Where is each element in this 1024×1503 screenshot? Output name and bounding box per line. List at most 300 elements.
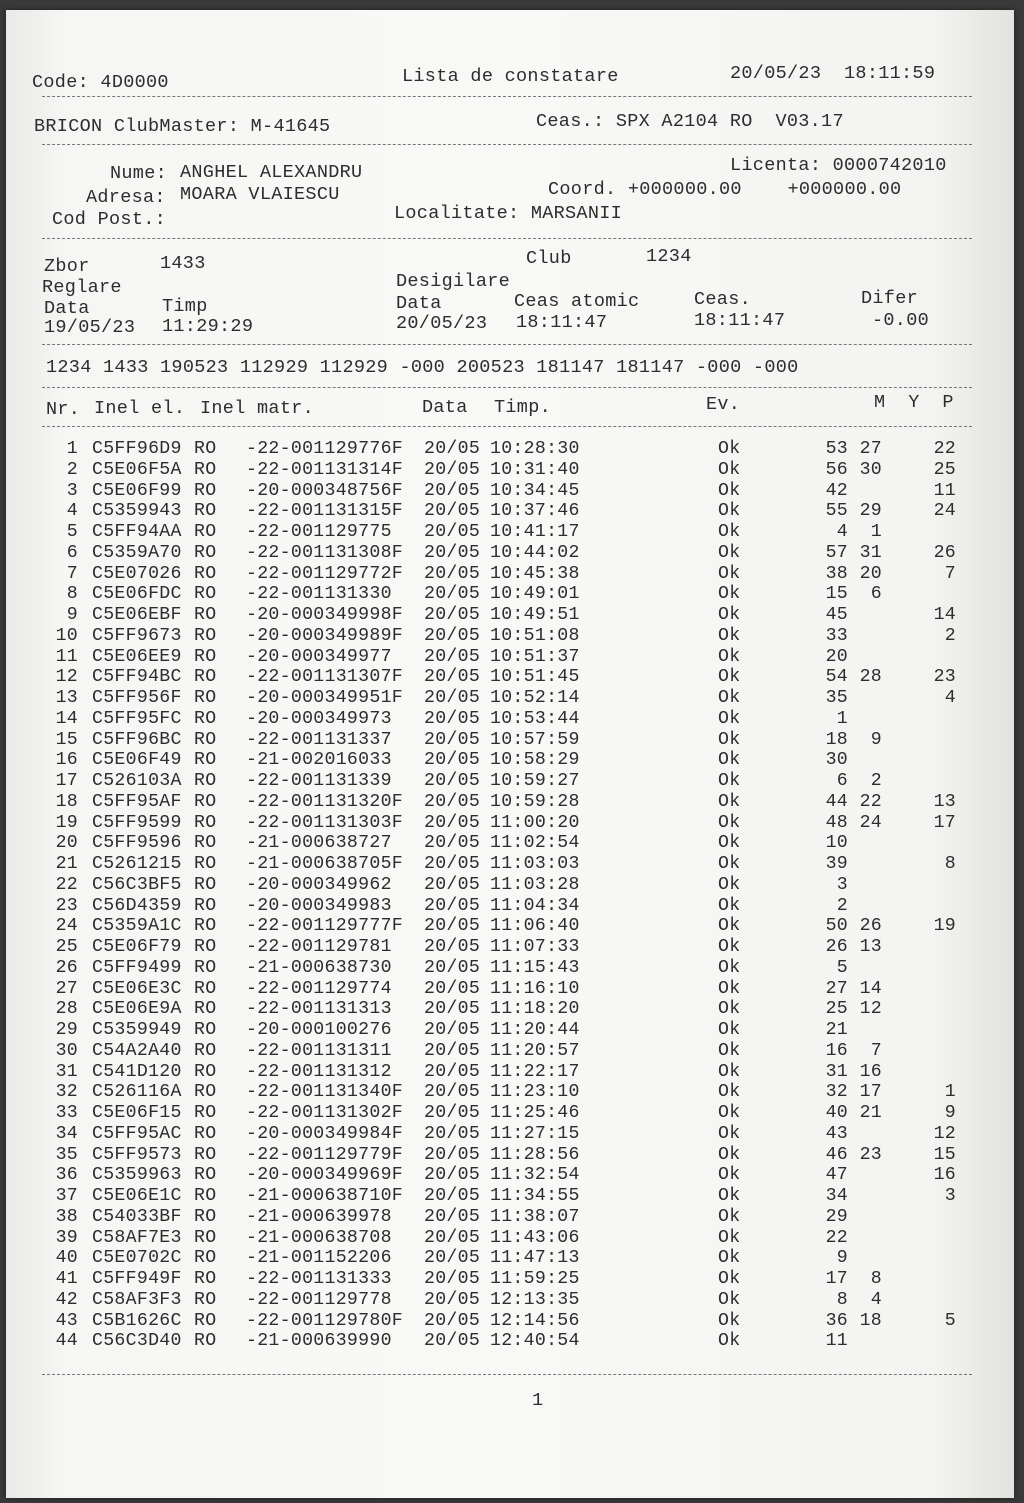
table-row xyxy=(6,689,1014,710)
rank-p: 25 xyxy=(933,459,956,480)
rank-p: 1 xyxy=(944,1082,956,1103)
event-status: Ok xyxy=(718,978,741,999)
ring-country: RO xyxy=(194,1040,217,1061)
rank-m: 16 xyxy=(825,1040,848,1061)
print-date-time: 20/05/23 18:11:59 xyxy=(730,63,936,84)
arrival-time: 11:15:43 xyxy=(490,957,580,978)
flight-number: 1433 xyxy=(160,253,206,274)
nume-label: Nume: xyxy=(110,163,168,184)
row-number: 18 xyxy=(55,791,78,812)
ceas-atomic-label: Ceas atomic xyxy=(514,291,640,312)
ring-registration: -22-001131308F xyxy=(246,542,403,563)
rank-m: 34 xyxy=(825,1186,848,1206)
row-number: 12 xyxy=(55,667,78,688)
row-number: 9 xyxy=(66,605,78,625)
arrival-time: 10:45:38 xyxy=(490,563,580,584)
row-number: 32 xyxy=(55,1082,78,1103)
event-status: Ok xyxy=(718,1186,741,1206)
row-number: 26 xyxy=(55,957,78,978)
arrival-time: 11:23:10 xyxy=(490,1082,580,1103)
coordinates: Coord. +000000.00 +000000.00 xyxy=(548,179,902,200)
rank-m: 40 xyxy=(825,1103,848,1123)
ring-registration: -20-000100276 xyxy=(246,1020,403,1040)
row-number: 5 xyxy=(66,522,78,542)
arrival-date: 20/05 xyxy=(424,833,481,854)
ring-country: RO xyxy=(194,874,217,895)
rank-m: 46 xyxy=(825,1144,848,1165)
ring-registration: -21-000639978 xyxy=(246,1206,403,1227)
arrival-date: 20/05 xyxy=(424,459,481,480)
row-number: 34 xyxy=(55,1123,78,1144)
rank-p: 4 xyxy=(944,688,956,708)
row-number: 13 xyxy=(55,688,78,708)
ring-country: RO xyxy=(194,708,217,729)
reglare-label: Reglare xyxy=(42,277,122,298)
col-inel-matr: Inel matr. xyxy=(200,398,315,419)
rank-p: 16 xyxy=(933,1165,956,1186)
arrival-date: 20/05 xyxy=(424,584,481,605)
ring-registration: -22-001131330 xyxy=(246,584,403,605)
ring-registration: -21-000639990 xyxy=(246,1331,403,1352)
rank-y: 17 xyxy=(859,1082,882,1103)
event-status: Ok xyxy=(718,1040,741,1061)
rank-y: 2 xyxy=(870,771,882,791)
row-number: 27 xyxy=(55,978,78,999)
arrival-date: 20/05 xyxy=(424,1165,481,1186)
arrival-time: 11:18:20 xyxy=(490,999,580,1020)
arrival-time: 10:34:45 xyxy=(490,480,580,501)
ring-country: RO xyxy=(194,1020,217,1040)
locality: Localitate: MARSANII xyxy=(394,203,623,224)
arrival-date: 20/05 xyxy=(424,999,481,1020)
rank-m: 17 xyxy=(825,1269,848,1289)
electronic-ring: C58AF7E3 xyxy=(92,1227,182,1248)
ring-country: RO xyxy=(194,584,217,605)
rank-m: 29 xyxy=(825,1206,848,1227)
table-row xyxy=(6,648,1014,669)
electronic-ring: C5FF949F xyxy=(92,1269,182,1289)
row-number: 35 xyxy=(55,1144,78,1165)
rank-m: 35 xyxy=(825,688,848,708)
ring-registration: -20-000349984F xyxy=(246,1123,403,1144)
row-number: 10 xyxy=(55,625,78,646)
electronic-ring: C5FF9596 xyxy=(92,833,182,854)
arrival-time: 11:59:25 xyxy=(490,1269,580,1289)
arrival-date: 20/05 xyxy=(424,625,481,646)
arrival-date: 20/05 xyxy=(424,1310,481,1331)
table-row xyxy=(6,1083,1014,1104)
row-number: 31 xyxy=(55,1061,78,1082)
electronic-ring: C5359A70 xyxy=(92,542,182,563)
arrival-date: 20/05 xyxy=(424,522,481,542)
arrival-time: 11:22:17 xyxy=(490,1061,580,1082)
ring-country: RO xyxy=(194,1248,217,1269)
electronic-ring: C5E06F99 xyxy=(92,480,182,501)
ring-country: RO xyxy=(194,771,217,791)
table-row xyxy=(6,1270,1014,1291)
ring-registration: -22-001129779F xyxy=(246,1144,403,1165)
row-number: 33 xyxy=(55,1103,78,1123)
arrival-time: 10:37:46 xyxy=(490,501,580,522)
table-row xyxy=(6,1063,1014,1084)
arrival-date: 20/05 xyxy=(424,895,481,916)
rank-y: 7 xyxy=(870,1040,882,1061)
ring-registration: -22-001131311 xyxy=(246,1040,403,1061)
arrival-time: 10:31:40 xyxy=(490,459,580,480)
row-number: 38 xyxy=(55,1206,78,1227)
rank-m: 54 xyxy=(825,667,848,688)
clock-id: Ceas.: SPX A2104 RO V03.17 xyxy=(536,111,844,132)
table-row xyxy=(6,731,1014,752)
rank-p: 13 xyxy=(933,791,956,812)
arrival-time: 10:57:59 xyxy=(490,729,580,750)
separator xyxy=(42,1374,972,1375)
row-number: 44 xyxy=(55,1331,78,1352)
ring-registration: -20-000348756F xyxy=(246,480,403,501)
electronic-ring: C56C3D40 xyxy=(92,1331,182,1352)
table-row xyxy=(6,938,1014,959)
row-number: 29 xyxy=(55,1020,78,1040)
electronic-ring: C5359963 xyxy=(92,1165,182,1186)
arrival-date: 20/05 xyxy=(424,563,481,584)
rank-m: 42 xyxy=(825,480,848,501)
table-row xyxy=(6,959,1014,980)
electronic-ring: C54A2A40 xyxy=(92,1040,182,1061)
owner-address: MOARA VLAIESCU xyxy=(180,184,340,205)
adresa-label: Adresa: xyxy=(86,187,166,208)
electronic-ring: C5359943 xyxy=(92,501,182,522)
arrival-time: 11:06:40 xyxy=(490,916,580,937)
ring-country: RO xyxy=(194,1289,217,1310)
table-row xyxy=(6,834,1014,855)
ring-country: RO xyxy=(194,625,217,646)
event-status: Ok xyxy=(718,999,741,1020)
arrival-time: 10:51:08 xyxy=(490,625,580,646)
row-number: 11 xyxy=(55,646,78,667)
arrival-time: 10:44:02 xyxy=(490,542,580,563)
table-row xyxy=(6,1312,1014,1333)
rank-m: 30 xyxy=(825,750,848,771)
arrival-time: 11:16:10 xyxy=(490,978,580,999)
ring-registration: -20-000349951F xyxy=(246,688,403,708)
row-number: 4 xyxy=(66,501,78,522)
rank-y: 4 xyxy=(870,1289,882,1310)
electronic-ring: C5FF95AC xyxy=(92,1123,182,1144)
event-status: Ok xyxy=(718,625,741,646)
electronic-ring: C56C3BF5 xyxy=(92,874,182,895)
table-row xyxy=(6,1146,1014,1167)
ring-country: RO xyxy=(194,916,217,937)
electronic-ring: C5FF96D9 xyxy=(92,439,182,459)
rank-y: 14 xyxy=(859,978,882,999)
table-row xyxy=(6,1104,1014,1125)
ring-registration: -22-001129775 xyxy=(246,522,403,542)
ring-country: RO xyxy=(194,542,217,563)
event-status: Ok xyxy=(718,1020,741,1040)
rank-m: 15 xyxy=(825,584,848,605)
arrival-date: 20/05 xyxy=(424,501,481,522)
col-myp: M Y P xyxy=(874,392,954,413)
rank-y: 21 xyxy=(859,1103,882,1123)
rank-p: 19 xyxy=(933,916,956,937)
electronic-ring: C526116A xyxy=(92,1082,182,1103)
ring-country: RO xyxy=(194,1103,217,1123)
rank-y: 20 xyxy=(859,563,882,584)
rank-y: 26 xyxy=(859,916,882,937)
arrival-date: 20/05 xyxy=(424,542,481,563)
table-row xyxy=(6,1166,1014,1187)
rank-m: 3 xyxy=(836,874,848,895)
electronic-ring: C526103A xyxy=(92,771,182,791)
arrival-date: 20/05 xyxy=(424,957,481,978)
electronic-ring: C5FF9573 xyxy=(92,1144,182,1165)
event-status: Ok xyxy=(718,771,741,791)
rank-y: 29 xyxy=(859,501,882,522)
electronic-ring: C5FF956F xyxy=(92,688,182,708)
event-status: Ok xyxy=(718,1331,741,1352)
table-row xyxy=(6,565,1014,586)
row-number: 14 xyxy=(55,708,78,729)
ring-country: RO xyxy=(194,1144,217,1165)
event-status: Ok xyxy=(718,1165,741,1186)
table-row xyxy=(6,1249,1014,1270)
col-nr: Nr. xyxy=(46,399,81,420)
row-number: 22 xyxy=(55,874,78,895)
ring-country: RO xyxy=(194,1123,217,1144)
arrival-time: 11:03:03 xyxy=(490,854,580,874)
arrival-time: 11:32:54 xyxy=(490,1165,580,1186)
arrival-date: 20/05 xyxy=(424,1269,481,1289)
table-row xyxy=(6,855,1014,876)
event-status: Ok xyxy=(718,916,741,937)
ring-registration: -22-001131320F xyxy=(246,791,403,812)
arrival-date: 20/05 xyxy=(424,812,481,833)
rank-y: 27 xyxy=(859,439,882,459)
rank-y: 1 xyxy=(870,522,882,542)
ring-registration: -22-001129776F xyxy=(246,439,403,459)
rank-y: 22 xyxy=(859,791,882,812)
row-number: 37 xyxy=(55,1186,78,1206)
arrival-date: 20/05 xyxy=(424,1082,481,1103)
row-number: 19 xyxy=(55,812,78,833)
ring-registration: -22-001131339 xyxy=(246,771,403,791)
rank-y: 18 xyxy=(859,1310,882,1331)
col-timp: Timp. xyxy=(494,397,552,418)
rank-y: 31 xyxy=(859,542,882,563)
electronic-ring: C5FF96BC xyxy=(92,729,182,750)
ring-registration: -22-001129777F xyxy=(246,916,403,937)
event-status: Ok xyxy=(718,874,741,895)
arrival-time: 11:34:55 xyxy=(490,1186,580,1206)
ring-country: RO xyxy=(194,1165,217,1186)
table-row xyxy=(6,461,1014,482)
arrival-time: 10:49:01 xyxy=(490,584,580,605)
arrival-date: 20/05 xyxy=(424,439,481,459)
event-status: Ok xyxy=(718,1206,741,1227)
arrival-time: 11:43:06 xyxy=(490,1227,580,1248)
ring-country: RO xyxy=(194,1331,217,1352)
arrival-time: 10:53:44 xyxy=(490,708,580,729)
table-row xyxy=(6,1125,1014,1146)
arrival-date: 20/05 xyxy=(424,1248,481,1269)
ring-country: RO xyxy=(194,791,217,812)
ring-registration: -21-000638705F xyxy=(246,854,403,874)
separator xyxy=(42,144,972,145)
ring-registration: -22-001129778 xyxy=(246,1289,403,1310)
arrival-time: 10:51:45 xyxy=(490,667,580,688)
arrival-date: 20/05 xyxy=(424,1186,481,1206)
row-number: 25 xyxy=(55,937,78,957)
page-number: 1 xyxy=(532,1390,544,1411)
event-status: Ok xyxy=(718,480,741,501)
rank-m: 21 xyxy=(825,1020,848,1040)
electronic-ring: C5E06F49 xyxy=(92,750,182,771)
arrival-date: 20/05 xyxy=(424,1144,481,1165)
row-number: 2 xyxy=(66,459,78,480)
event-status: Ok xyxy=(718,439,741,459)
ring-country: RO xyxy=(194,812,217,833)
electronic-ring: C5E06E1C xyxy=(92,1186,182,1206)
rank-m: 45 xyxy=(825,605,848,625)
rank-p: 2 xyxy=(944,625,956,646)
row-number: 40 xyxy=(55,1248,78,1269)
table-row xyxy=(6,1208,1014,1229)
ring-country: RO xyxy=(194,729,217,750)
arrival-date: 20/05 xyxy=(424,1061,481,1082)
rank-m: 25 xyxy=(825,999,848,1020)
row-number: 1 xyxy=(66,439,78,459)
rank-m: 55 xyxy=(825,501,848,522)
cod-post-label: Cod Post.: xyxy=(52,209,167,230)
zbor-label: Zbor xyxy=(44,256,90,277)
arrival-time: 10:51:37 xyxy=(490,646,580,667)
event-status: Ok xyxy=(718,522,741,542)
rank-m: 50 xyxy=(825,916,848,937)
ring-country: RO xyxy=(194,895,217,916)
event-status: Ok xyxy=(718,563,741,584)
col-data: Data xyxy=(422,397,468,418)
event-status: Ok xyxy=(718,1227,741,1248)
rank-y: 13 xyxy=(859,937,882,957)
row-number: 43 xyxy=(55,1310,78,1331)
event-status: Ok xyxy=(718,812,741,833)
rank-y: 24 xyxy=(859,812,882,833)
rank-m: 8 xyxy=(836,1289,848,1310)
electronic-ring: C5B1626C xyxy=(92,1310,182,1331)
arrival-time: 11:20:57 xyxy=(490,1040,580,1061)
ring-registration: -20-000349962 xyxy=(246,874,403,895)
ring-country: RO xyxy=(194,978,217,999)
table-row xyxy=(6,544,1014,565)
event-status: Ok xyxy=(718,1310,741,1331)
separator xyxy=(42,238,972,239)
arrival-time: 11:07:33 xyxy=(490,937,580,957)
rank-m: 10 xyxy=(825,833,848,854)
event-status: Ok xyxy=(718,646,741,667)
rank-p: 24 xyxy=(933,501,956,522)
electronic-ring: C5FF9599 xyxy=(92,812,182,833)
row-number: 30 xyxy=(55,1040,78,1061)
ring-registration: -22-001129774 xyxy=(246,978,403,999)
arrival-time: 12:13:35 xyxy=(490,1289,580,1310)
ring-registration: -20-000349989F xyxy=(246,625,403,646)
arrival-date: 20/05 xyxy=(424,1040,481,1061)
table-row xyxy=(6,1042,1014,1063)
ring-country: RO xyxy=(194,1206,217,1227)
rank-m: 5 xyxy=(836,957,848,978)
row-number: 23 xyxy=(55,895,78,916)
rank-m: 22 xyxy=(825,1227,848,1248)
row-number: 20 xyxy=(55,833,78,854)
ring-registration: -22-001131312 xyxy=(246,1061,403,1082)
separator xyxy=(42,387,972,388)
ring-country: RO xyxy=(194,957,217,978)
rank-m: 44 xyxy=(825,791,848,812)
electronic-ring: C5E06F15 xyxy=(92,1103,182,1123)
data-label: Data xyxy=(44,298,90,319)
arrival-date: 20/05 xyxy=(424,729,481,750)
arrival-time: 12:14:56 xyxy=(490,1310,580,1331)
reglare-time: 11:29:29 xyxy=(162,316,254,337)
rank-m: 48 xyxy=(825,812,848,833)
event-status: Ok xyxy=(718,688,741,708)
rank-m: 53 xyxy=(825,439,848,459)
ring-country: RO xyxy=(194,750,217,771)
ring-registration: -22-001129780F xyxy=(246,1310,403,1331)
event-status: Ok xyxy=(718,1269,741,1289)
ring-registration: -21-000638730 xyxy=(246,957,403,978)
ring-country: RO xyxy=(194,605,217,625)
ring-registration: -22-001131337 xyxy=(246,729,403,750)
event-status: Ok xyxy=(718,501,741,522)
rank-m: 4 xyxy=(836,522,848,542)
ring-registration: -21-001152206 xyxy=(246,1248,403,1269)
licence-number: Licenta: 0000742010 xyxy=(730,155,947,176)
table-row xyxy=(6,1291,1014,1312)
electronic-ring: C5E06FDC xyxy=(92,584,182,605)
event-status: Ok xyxy=(718,1248,741,1269)
arrival-date: 20/05 xyxy=(424,688,481,708)
electronic-ring: C5FF95AF xyxy=(92,791,182,812)
arrival-time: 10:59:27 xyxy=(490,771,580,791)
arrival-time: 11:02:54 xyxy=(490,833,580,854)
electronic-ring: C5FF94AA xyxy=(92,522,182,542)
arrival-time: 11:28:56 xyxy=(490,1144,580,1165)
electronic-ring: C5E0702C xyxy=(92,1248,182,1269)
rank-p: 26 xyxy=(933,542,956,563)
code-label: Code: 4D0000 xyxy=(32,72,169,93)
ring-registration: -21-000638708 xyxy=(246,1227,403,1248)
row-number: 39 xyxy=(55,1227,78,1248)
separator xyxy=(42,426,972,427)
row-number: 16 xyxy=(55,750,78,771)
ring-country: RO xyxy=(194,501,217,522)
rank-p: 11 xyxy=(933,480,956,501)
rank-y: 9 xyxy=(870,729,882,750)
rank-m: 6 xyxy=(836,771,848,791)
electronic-ring: C5359949 xyxy=(92,1020,182,1040)
electronic-ring: C5359A1C xyxy=(92,916,182,937)
ring-country: RO xyxy=(194,1310,217,1331)
event-status: Ok xyxy=(718,1289,741,1310)
arrival-date: 20/05 xyxy=(424,750,481,771)
arrival-date: 20/05 xyxy=(424,1020,481,1040)
rank-m: 57 xyxy=(825,542,848,563)
arrival-time: 10:52:14 xyxy=(490,688,580,708)
rank-p: 8 xyxy=(944,854,956,874)
ring-country: RO xyxy=(194,999,217,1020)
row-number: 36 xyxy=(55,1165,78,1186)
